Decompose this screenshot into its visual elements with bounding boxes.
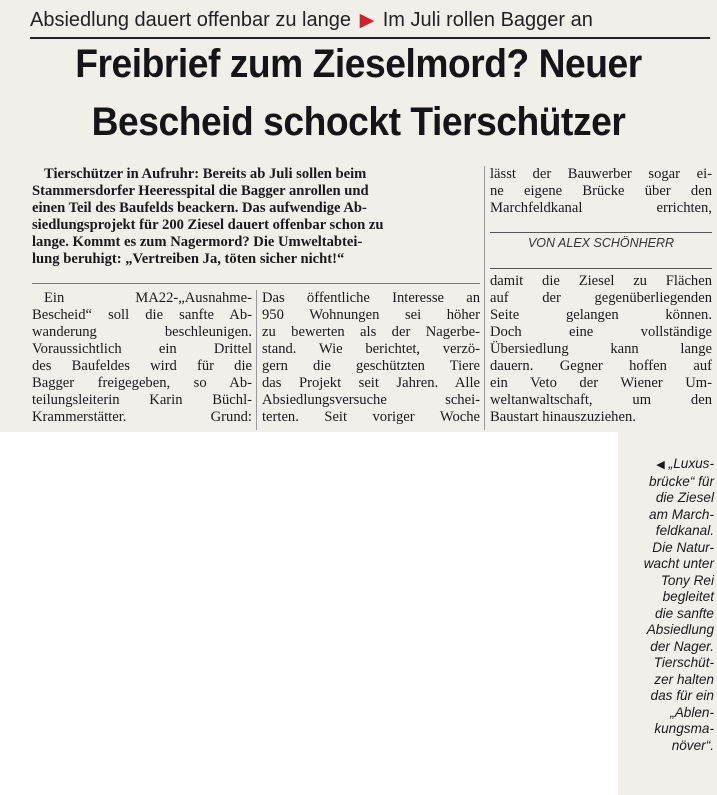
lead-rule (32, 283, 480, 284)
text-line: terten. Seit voriger Woche (262, 409, 480, 425)
headline-line-2: Bescheid schockt Tierschützer (91, 100, 626, 144)
text-line: Bescheid“ soll die sanfte Ab- (32, 307, 252, 323)
lead-line: Stammersdorfer Heeresspital die Bagger anrollen und (32, 183, 369, 199)
lead-paragraph (32, 166, 480, 268)
text-line: Bagger freigegeben, so Ab- (32, 375, 252, 391)
lead-line: einen Teil des Baufelds beackern. Das aufwendige Ab- (32, 200, 367, 216)
caption-line: am March- (649, 506, 714, 522)
text-line: Seite gelangen können. (490, 307, 712, 323)
caption-line: Die Natur- (652, 539, 714, 555)
text-line: ein Veto der Wiener Um- (490, 375, 712, 391)
caption-line: die Ziesel (655, 490, 714, 505)
text-line: wanderung beschleunigen. (32, 324, 252, 340)
caption-line: „Luxus- (668, 456, 714, 471)
caption-line: brücke“ für (649, 473, 714, 489)
lead-line: lung beruhigt: „Vertreiben Ja, töten sicher nicht!“ (32, 251, 345, 267)
kicker-left: Absiedlung dauert offenbar zu lange (30, 9, 351, 31)
column-divider (484, 166, 485, 430)
caption-line: Tony Rei (660, 572, 714, 588)
text-line: auf der gegenüberliegenden (490, 290, 712, 306)
column-divider (256, 290, 257, 430)
text-line: Absiedlungsversuche schei- (262, 392, 480, 408)
text-line: Marchfeldkanal errichten, (490, 200, 712, 216)
top-rule (30, 37, 710, 39)
text-line: das Projekt seit Jahren. Alle (262, 375, 480, 391)
text-line: Krammerstätter. Grund: (32, 409, 252, 425)
red-triangle-icon: ▶ (359, 10, 375, 31)
text-line: Ein MA22-„Ausnahme- (44, 290, 252, 306)
left-arrow-icon: ◀ (656, 459, 665, 471)
text-line: ne eigene Brücke über den (490, 183, 712, 199)
lead-line: Tierschützer in Aufruhr: Bereits ab Juli sollen beim (44, 166, 367, 182)
lead-line: siedlungsprojekt für 200 Ziesel dauert offenbar schon zu (32, 217, 384, 233)
text-line: teilungsleiterin Karin Büchl- (32, 392, 252, 408)
text-line: 950 Wohnungen sei höher (262, 307, 480, 323)
caption-line: begleitet (662, 589, 714, 604)
headline-line-1: Freibrief zum Zieselmord? Neuer (75, 42, 642, 86)
text-line: Doch eine vollständige (490, 324, 712, 340)
caption-line: zer halten (654, 671, 714, 687)
text-line: Übersiedlung kann lange (490, 341, 712, 357)
caption-line: Tierschüt- (653, 655, 714, 670)
text-line: Das öffentliche Interesse an (262, 290, 480, 306)
text-line: des Baufeldes wird für die (32, 358, 252, 374)
kicker-line (30, 4, 710, 36)
lead-line: lange. Kommt es zum Nagermord? Die Umweltabtei- (32, 234, 363, 250)
text-line: Voraussichtlich ein Drittel (32, 341, 252, 357)
text-line: lässt der Bauwerber sogar ei- (490, 166, 712, 182)
text-line: damit die Ziesel zu Flächen (490, 273, 712, 289)
caption-line: wacht unter (643, 556, 714, 571)
text-line: dauern. Gegner hoffen auf (490, 358, 712, 374)
photo-caption (626, 456, 714, 754)
text-line: stand. Wie berichtet, verzö- (262, 341, 480, 357)
caption-line: „Ablen- (670, 704, 714, 720)
body-column-2 (262, 290, 480, 426)
caption-line: Absiedlung (646, 622, 714, 637)
text-line: Baustart hinauszuziehen. (490, 409, 636, 425)
caption-line: feldkanal. (655, 523, 714, 538)
caption-line: das für ein (650, 688, 714, 703)
caption-line: kungsma- (654, 721, 714, 736)
text-line: zu bewerten als der Nagerbe- (262, 324, 480, 340)
body-column-1 (32, 290, 252, 426)
caption-line: növer“. (671, 737, 714, 753)
body-column-3 (490, 273, 712, 426)
caption-line: der Nager. (650, 638, 714, 654)
byline: VON ALEX SCHÖNHERR (490, 232, 712, 250)
text-line: weltanwaltschaft, um den (490, 392, 712, 408)
caption-line: die sanfte (655, 605, 714, 621)
byline-rule (490, 268, 712, 269)
text-line: gern die geschützten Tiere (262, 358, 480, 374)
kicker-right: Im Juli rollen Bagger an (382, 9, 593, 31)
right-top-column (490, 166, 712, 217)
photo-placeholder (0, 432, 618, 795)
